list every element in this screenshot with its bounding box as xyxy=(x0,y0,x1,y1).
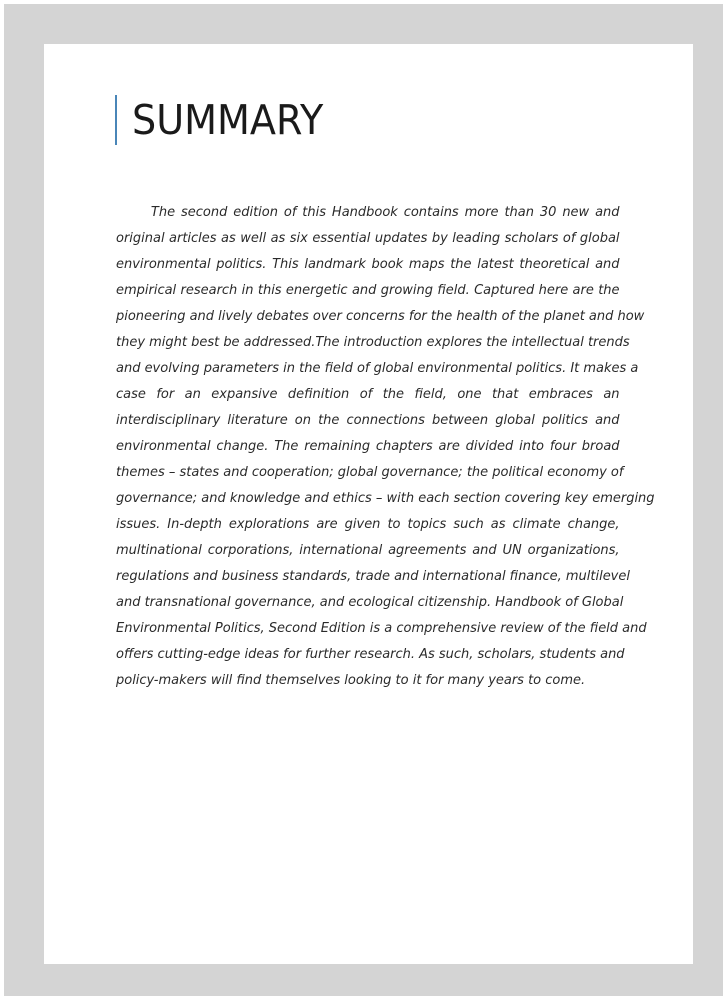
paragraph-line: Environmental Politics, Second Edition is a comprehensive review of the field and xyxy=(116,621,647,636)
paragraph-line: and transnational governance, and ecological citizenship. Handbook of Global xyxy=(116,595,624,610)
paragraph-line: interdisciplinary literature on the connections between global politics and xyxy=(116,413,620,428)
page-frame xyxy=(4,4,723,996)
page-title: SUMMARY xyxy=(132,96,324,144)
paragraph-line: multinational corporations, international agreements and UN organizations, xyxy=(116,543,620,558)
paragraph-line: issues. In-depth explorations are given to topics such as climate change, xyxy=(116,517,620,532)
paragraph-line: case for an expansive definition of the field, one that embraces an xyxy=(116,387,620,402)
document-page xyxy=(44,44,693,964)
paragraph-line: original articles as well as six essential updates by leading scholars of global xyxy=(116,231,620,246)
paragraph-line: they might best be addressed.The introduction explores the intellectual trends xyxy=(116,335,630,350)
paragraph-line: themes – states and cooperation; global governance; the political economy of xyxy=(116,465,624,480)
paragraph-line: governance; and knowledge and ethics – with each section covering key emerging xyxy=(116,491,655,506)
heading-accent-bar xyxy=(115,95,117,145)
paragraph-line: empirical research in this energetic and growing field. Captured here are the xyxy=(116,283,620,298)
paragraph-line: and evolving parameters in the field of global environmental politics. It makes a xyxy=(116,361,639,376)
paragraph-line: environmental politics. This landmark book maps the latest theoretical and xyxy=(116,257,620,272)
paragraph-line: regulations and business standards, trade and international finance, multilevel xyxy=(116,569,630,584)
paragraph-line: The second edition of this Handbook contains more than 30 new and xyxy=(150,205,620,220)
paragraph-line: policy-makers will find themselves looking to it for many years to come. xyxy=(116,673,586,688)
summary-paragraph xyxy=(116,200,655,694)
paragraph-line: pioneering and lively debates over concerns for the health of the planet and how xyxy=(116,309,645,324)
paragraph-line: offers cutting-edge ideas for further research. As such, scholars, students and xyxy=(116,647,625,662)
paragraph-line: environmental change. The remaining chapters are divided into four broad xyxy=(116,439,620,454)
